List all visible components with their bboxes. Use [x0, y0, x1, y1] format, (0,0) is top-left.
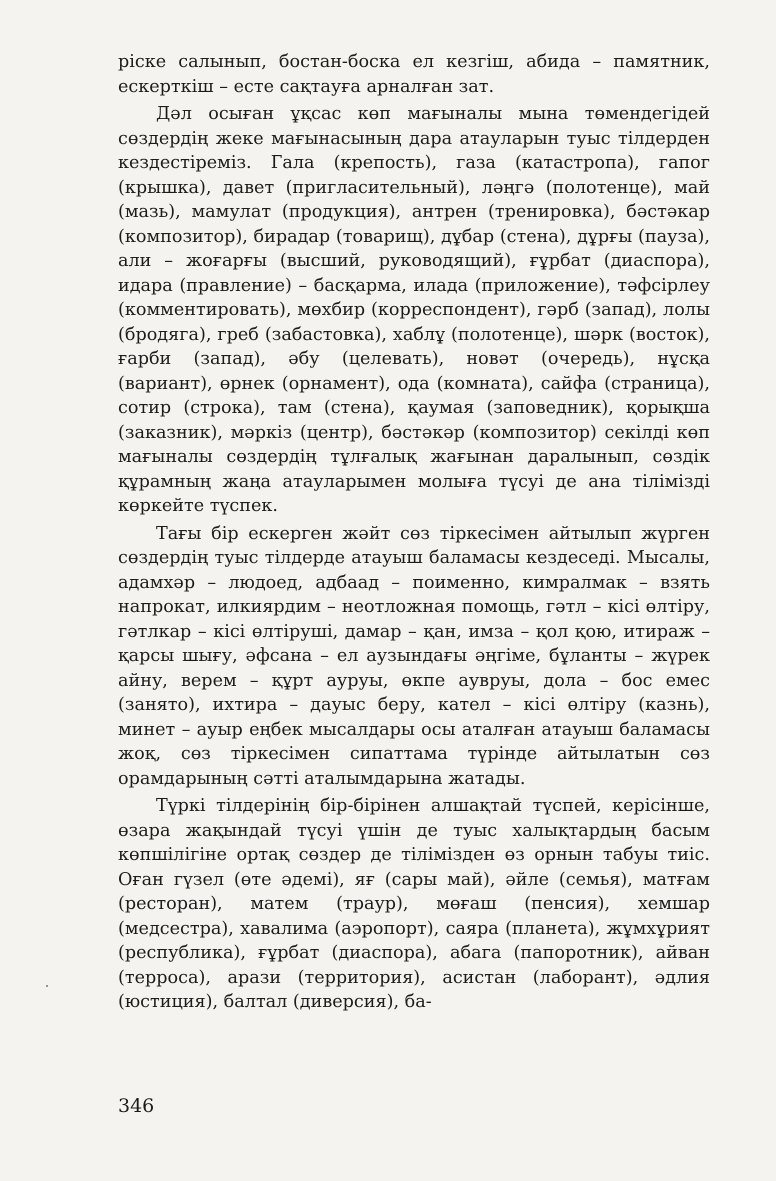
paragraph-3: Тағы бір ескерген жәйт сөз тіркесімен айтылып жүрген сөздердің туыс тілдерде атауыш баламасы кездеседі. Мысалы, адамхәр – людоед, адбаад – поименно, кимралмак – взять напрокат, илкиярдим – неотложная помощь, гәтл – кісі өлтіру, гәтлкар – кісі өлтіруші, дамар – қан, имза – қол қою, итираж – қарсы шығу, әфсана – ел аузындағы әңгіме, бұланты – жүрек айну, верем – құрт ауруы, өкпе аувруы, дола – бос емес (занято), ихтира – дауыс беру, кател – кісі өлтіру (казнь), минет – ауыр еңбек мысалдары осы аталған атауыш баламасы жоқ, сөз тіркесімен сипаттама түрінде айтылатын сөз орамдарының сәтті аталымдарына жатады. [118, 523, 710, 789]
paragraph-4: Түркі тілдерінің бір-бірінен алшақтай түспей, керісінше, өзара жақындай түсуі үшін де туыс халықтардың басым көпшілігіне ортақ сөздер де тілімізден өз орнын табуы тиіс. Оған гүзел (өте әдемі), яғ (сары май), әйле (семья), матғам (ресторан), матем (траур), мөғаш (пенсия), хемшар (медсестра), хавалима (аэропорт), саяра (планета), жұмхұрият (республика), ғұрбат (диаспора), абага (папоротник), айван (терроса), арази (территория), асистан (лаборант), әдлия (юстиция), балтал (диверсия), ба- [118, 796, 710, 1012]
page-number: 346 [118, 1095, 155, 1117]
margin-mark [46, 985, 48, 987]
page-body [118, 50, 710, 1015]
paragraph-continued: ріске салынып, бостан-боска ел кезгіш, абида – памятник, ескерткіш – есте сақтауға арналған зат. [118, 52, 710, 97]
paragraph-2: Дәл осыған ұқсас көп мағыналы мына төмендегідей сөздердің жеке мағынасының дара атауларын туыс тілдерден кездестіреміз. Гала (крепость), газа (катастропа), гапог (крышка), давет (пригласительный), ләңгә (полотенце), май (мазь), мамулат (продукция), антрен (тренировка), бәстәкар (композитор), бирадар (товарищ), дұбар (стена), дұрғы (пауза), али – жоғарғы (высший, руководящий), ғұрбат (диаспора), идара (правление) – басқарма, илада (приложение), тәфсірлеу (комментировать), мөхбир (корреспондент), гәрб (запад), лолы (бродяга), греб (забастовка), хаблұ (полотенце), шәрк (восток), ғарби (запад), әбу (целевать), новәт (очередь), нұсқа (вариант), өрнек (орнамент), ода (комната), сайфа (страница), сотир (строка), там (стена), қаумая (заповедник), қорықша (заказник), мәркіз (центр), бәстәкәр (композитор) секілді көп мағыналы сөздердің тұлғалық жағынан даралынып, сөздік құрамның жаңа атауларымен молыға түсуі де ана тілімізді көркейте түспек. [118, 104, 710, 516]
